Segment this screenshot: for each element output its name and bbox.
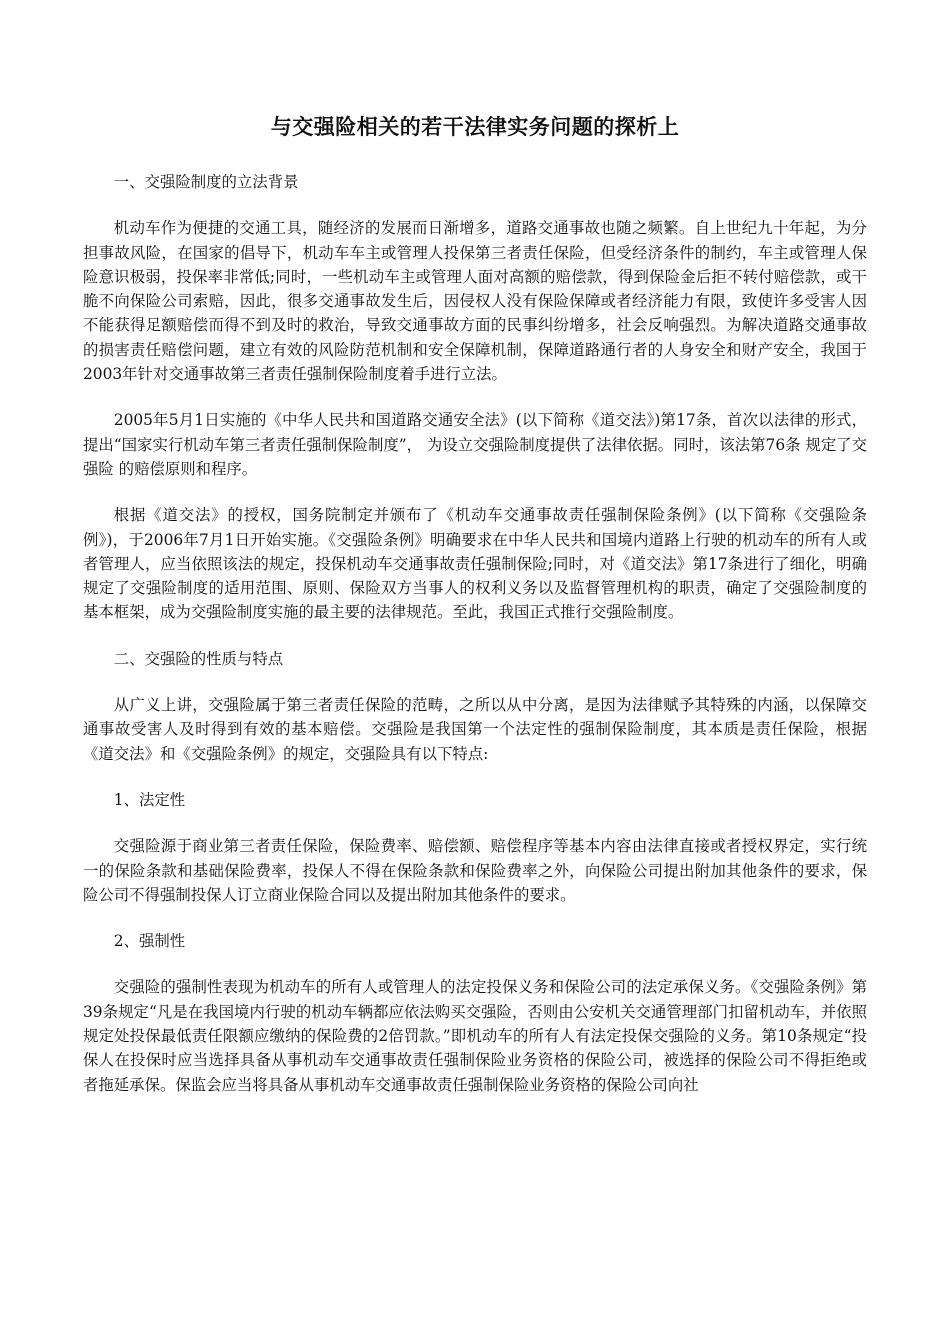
document-title: 与交强险相关的若干法律实务问题的探析上 xyxy=(270,114,680,139)
document-body xyxy=(83,170,867,1119)
paragraph-regulation: 根据《道交法》的授权，国务院制定并颁布了《机动车交通事故责任强制保险条例》(以下简称《交强险条例》)，于2006年7月1日开始实施。《交强险条例》明确要求在中华人民共和国境内道路上行驶的机动车的所有人或者管理人，应当依照该法的规定，投保机动车交通事故责任强制保险;同时，对《道交法》第17条进行了细化，明确规定了交强险制度的适用范围、原则、保险双方当事人的权利义务以及监督管理机构的职责，确定了交强险制度的基本框架，成为交强险制度实施的最主要的法律规范。至此，我国正式推行交强险制度。 xyxy=(83,506,867,622)
section-heading-legislative-background: 一、交强险制度的立法背景 xyxy=(113,173,299,191)
subheading-compulsory: 2、强制性 xyxy=(113,932,186,951)
section-heading-nature-features: 二、交强险的性质与特点 xyxy=(113,649,284,668)
paragraph-background: 机动车作为便捷的交通工具，随经济的发展而日渐增多，道路交通事故也随之频繁。自上世纪九十年起，为分担事故风险，在国家的倡导下，机动车车主或管理人投保第三者责任保险，但受经济条件的制约，车主或管理人保险意识极弱，投保率非常低;同时，一些机动车主或管理人面对高额的赔偿款，得到保险金后拒不转付赔偿款，或干脆不向保险公司索赔，因此，很多交通事故发生后，因侵权人没有保险保障或者经济能力有限，致使许多受害人因不能获得足额赔偿而得不到及时的救治，导致交通事故方面的民事纠纷增多，社会反响强烈。为解决道路交通事故的损害责任赔偿问题，建立有效的风险防范机制和安全保障机制，保障道路通行者的人身安全和财产安全，我国于2003年针对交通事故第三者责任强制保险制度着手进行立法。 xyxy=(83,219,867,384)
subheading-statutory: 1、法定性 xyxy=(113,790,186,809)
paragraph-statutory: 交强险源于商业第三者责任保险，保险费率、赔偿额、赔偿程序等基本内容由法律直接或者授权界定，实行统一的保险条款和基础保险费率，投保人不得在保险条款和保险费率之外，向保险公司提出附加其他条件的要求，保险公司不得强制投保人订立商业保险合同以及提出附加其他条件的要求。 xyxy=(83,837,867,904)
paragraph-road-traffic-law: 2005年5月1日实施的《中华人民共和国道路交通安全法》(以下简称《道交法》)第17条，首次以法律的形式，提出“国家实行机动车第三者责任强制保险制度”， 为设立交强险制度提供了法律依据。同时，该法第76条 规定了交强险 的赔偿原则和程序。 xyxy=(83,411,867,478)
paragraph-nature: 从广义上讲，交强险属于第三者责任保险的范畴，之所以从中分离，是因为法律赋予其特殊的内涵，以保障交通事故受害人及时得到有效的基本赔偿。交强险是我国第一个法定性的强制保险制度，其本质是责任保险，根据《道交法》和《交强险条例》的规定，交强险具有以下特点: xyxy=(83,696,867,763)
paragraph-compulsory: 交强险的强制性表现为机动车的所有人或管理人的法定投保义务和保险公司的法定承保义务。《交强险条例》第39条规定“凡是在我国境内行驶的机动车辆都应依法购买交强险，否则由公安机关交通管理部门扣留机动车，并依照规定处投保最低责任限额应缴纳的保险费的2倍罚款。”即机动车的所有人有法定投保交强险的义务。第10条规定“投保人在投保时应当选择具备从事机动车交通事故责任强制保险业务资格的保险公司，被选择的保险公司不得拒绝或者拖延承保。保监会应当将具备从事机动车交通事故责任强制保险业务资格的保险公司向社 xyxy=(83,978,867,1094)
